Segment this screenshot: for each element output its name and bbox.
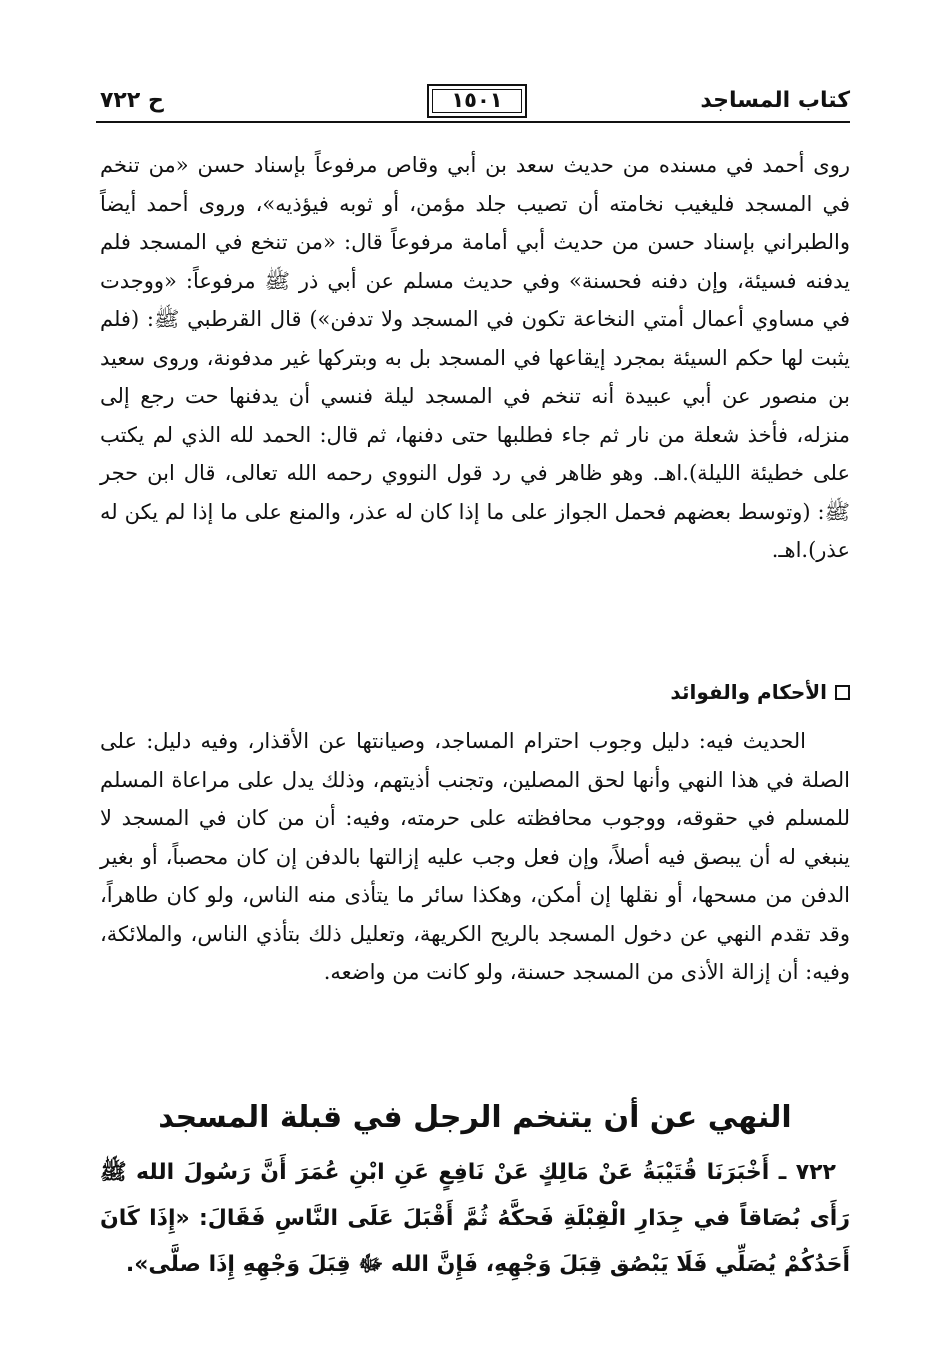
intro-paragraph: روى أحمد في مسنده من حديث سعد بن أبي وقاص مرفوعاً بإسناد حسن «من تنخم في المسجد فليغيب نخامته أن تصيب جلد مؤمن، أو ثوبه فيؤذيه»، وروى أحمد أيضاً والطبراني بإسناد حسن من حديث أبي أمامة مرفوعاً قال: «من تنخع في المسجد فلم يدفنه فسيئة، وإن دفنه فحسنة» وفي حديث مسلم عن أبي ذر ﷺ مرفوعاً: «ووجدت في مساوي أعمال أمتي النخاعة تكون في المسجد ولا تدفن») قال القرطبي ﷺ: (فلم يثبت لها حكم السيئة بمجرد إيقاعها في المسجد بل به وبتركها غير مدفونة، وروى سعيد بن منصور عن أبي عبيدة أنه تنخم في المسجد ليلة فنسي أن يدفنها حت رجع إلى منزله، فأخذ شعلة من نار ثم جاء فطلبها حتى دفنها، ثم قال: الحمد لله الذي لم يكتب على خطيئة الليلة).اهـ. وهو ظاهر في رد قول النووي رحمه الله تعالى، قال ابن حجر ﷺ: (وتوسط بعضهم فحمل الجواز على ما إذا كان له عذر، والمنع على ما إذا لم يكن له عذر).اهـ. xyxy=(100,153,851,562)
section-heading xyxy=(100,680,850,704)
rulings-paragraph-block xyxy=(100,722,850,992)
header-rule xyxy=(96,121,850,123)
hadith-text: ٧٢٢ ـ أَخْبَرَنَا قُتَيْبَةُ عَنْ مَالِكٍ عَنْ نَافِعٍ عَنِ ابْنِ عُمَرَ أَنَّ رَسُولَ الله ﷺ رَأَى بُصَاقاً في جِدَارِ الْقِبْلَةِ فَحكَّهُ ثُمَّ أَقْبَلَ عَلَى النَّاسِ فَقَالَ: «إِذَا كَانَ أَحَدُكُمْ يُصَلِّي فَلَا يَبْصُق قِبَلَ وَجْهِهِ، فَإِنَّ الله ﷻ قِبَلَ وَجْهِهِ إِذَا صلَّى». xyxy=(100,1160,850,1277)
intro-paragraph-block xyxy=(100,146,850,570)
hadith-block xyxy=(100,1150,850,1288)
hadith-reference: ح ٧٢٢ xyxy=(100,88,164,113)
checkbox-square-icon xyxy=(835,685,850,700)
page-number-frame xyxy=(427,84,527,118)
page-header xyxy=(0,0,946,120)
section-heading-text: الأحكام والفوائد xyxy=(670,680,827,704)
rulings-paragraph: الحديث فيه: دليل وجوب احترام المساجد، وصيانتها عن الأقذار، وفيه دليل: على الصلة في هذا النهي وأنها لحق المصلين، وتجنب أذيتهم، وذلك يدل على مراعاة المسلم للمسلم في حقوقه، ووجوب محافظته على حرمته، وفيه: أن من كان في المسجد لا ينبغي له أن يبصق فيه أصلاً، وإن فعل وجب عليه إزالتها بالدفن إن كان محصباً، أو بغير الدفن من مسحها، أو نقلها إن أمكن، وهكذا سائر ما يتأذى منه الناس، ولو كان طاهراً، وقد تقدم النهي عن دخول المسجد بالريح الكريهة، وتعليل ذلك بتأذي الناس، والملائكة، وفيه: أن إزالة الأذى من المسجد حسنة، ولو كانت من واضعه. xyxy=(100,729,850,984)
book-title: كتاب المساجد xyxy=(700,88,850,113)
page-number: ١٥٠١ xyxy=(451,88,503,112)
chapter-title: النهي عن أن يتنخم الرجل في قبلة المسجد xyxy=(158,1100,792,1135)
